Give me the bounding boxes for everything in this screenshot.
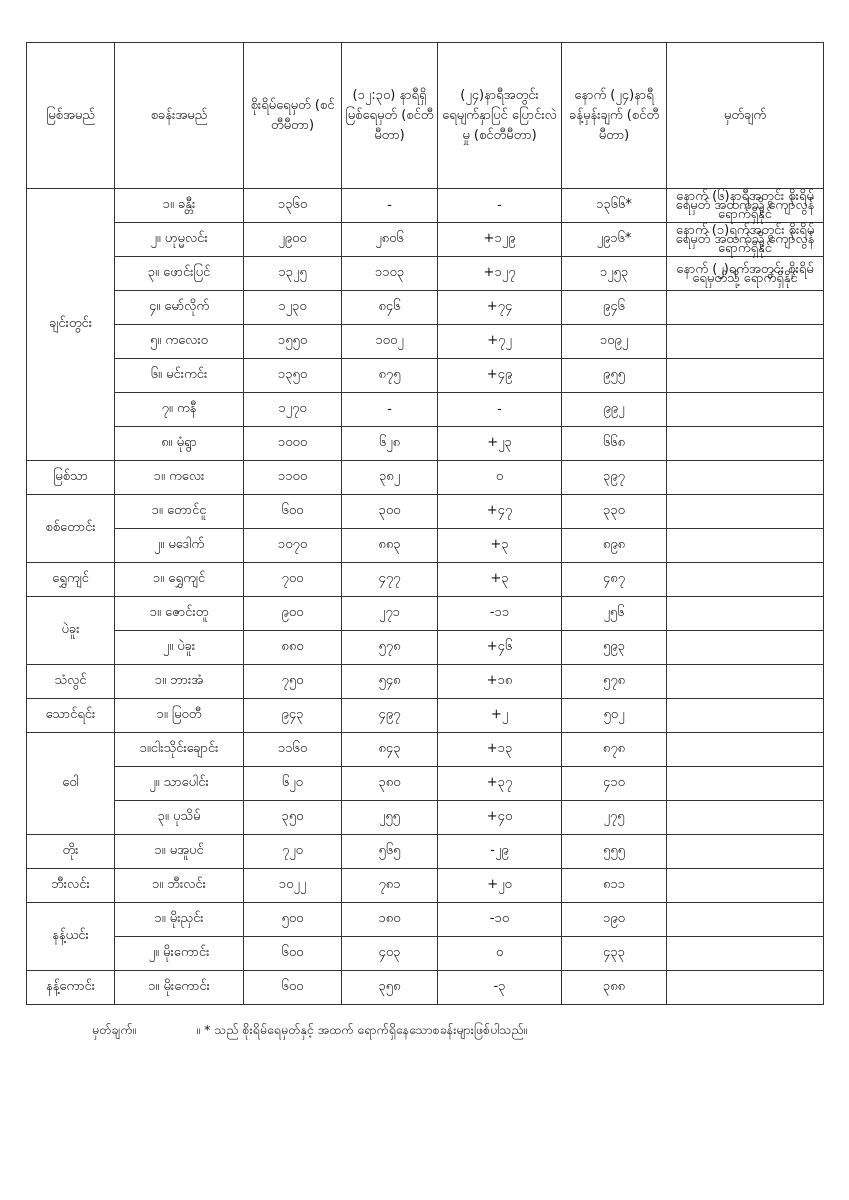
- level-change: +၄၇: [438, 495, 562, 529]
- remark: [667, 461, 824, 495]
- station-name: ၃။ ပုသိမ်: [115, 801, 244, 835]
- level-change: -၁၀: [438, 903, 562, 937]
- station-name: ၁။ ကလေး: [115, 461, 244, 495]
- station-name: ၁။ ရွှေကျင်: [115, 563, 244, 597]
- level-change: -၃: [438, 971, 562, 1005]
- level-change: +၃: [438, 529, 562, 563]
- remark: [667, 495, 824, 529]
- table-row: [27, 801, 824, 835]
- danger-level: ၁၀၇၀: [244, 529, 342, 563]
- remark: [667, 801, 824, 835]
- station-name: ၈။ မုံရွာ: [115, 427, 244, 461]
- footnote: [92, 1022, 527, 1041]
- current-level: ၁၁၀၃: [342, 257, 438, 291]
- remark: နောက် (၆)နာရီအတွင်း စိုးရိမ်ရေမှတ် အထက်သို့ ကျော်လွန်ရောက်ရှိနိုင်: [667, 189, 824, 223]
- station-name: ၁။ ဘီးလင်း: [115, 869, 244, 903]
- level-change: ၀: [438, 461, 562, 495]
- footnote-label: မှတ်ချက်။: [92, 1022, 137, 1037]
- current-level: ၃၈၀: [342, 767, 438, 801]
- station-name: ၂။ မိုးကောင်း: [115, 937, 244, 971]
- forecast-level: ၉၅၅: [562, 359, 667, 393]
- table-row: [27, 733, 824, 767]
- danger-level: ၁၅၅၀: [244, 325, 342, 359]
- footnote-text: ။ * သည် စိုးရိမ်ရေမှတ်နှင့် အထက် ရောက်ရှိနေသောစခန်းများဖြစ်ပါသည်။: [196, 1022, 528, 1037]
- level-change: +၂၃: [438, 427, 562, 461]
- forecast-level: ၃၉၇: [562, 461, 667, 495]
- table-row: [27, 835, 824, 869]
- forecast-level: ၂၉၁၆*: [562, 223, 667, 257]
- header-station: စခန်းအမည်: [115, 43, 244, 189]
- level-change: +၁၈: [438, 665, 562, 699]
- table-row: [27, 495, 824, 529]
- station-name: ၁။ မိုးကောင်း: [115, 971, 244, 1005]
- forecast-level: ၄၃၃: [562, 937, 667, 971]
- level-change: +၃၇: [438, 767, 562, 801]
- remark: [667, 393, 824, 427]
- remark: [667, 359, 824, 393]
- danger-level: ၁၃၆၀: [244, 189, 342, 223]
- danger-level: ၁၃၂၅: [244, 257, 342, 291]
- forecast-level: ၉၉၂: [562, 393, 667, 427]
- table-row: [27, 869, 824, 903]
- table-row: [27, 971, 824, 1005]
- forecast-level: ၉၄၆: [562, 291, 667, 325]
- remark: [667, 835, 824, 869]
- forecast-level: ၂၅၆: [562, 597, 667, 631]
- danger-level: ၆၀၀: [244, 971, 342, 1005]
- river-name: မြစ်သာ: [27, 461, 115, 495]
- table-row: [27, 665, 824, 699]
- station-name: ၃။ ဖောင်းပြင်: [115, 257, 244, 291]
- danger-level: ၇၂၀: [244, 835, 342, 869]
- danger-level: ၁၀၀၀: [244, 427, 342, 461]
- table-row: [27, 563, 824, 597]
- current-level: ၈၄၃: [342, 733, 438, 767]
- level-change: +၄၆: [438, 631, 562, 665]
- danger-level: ၁၀၂၂: [244, 869, 342, 903]
- remark: [667, 733, 824, 767]
- river-name: ပဲခူး: [27, 597, 115, 665]
- danger-level: ၁၂၇၀: [244, 393, 342, 427]
- level-change: +၁၃: [438, 733, 562, 767]
- river-name: နန့်ကောင်း: [27, 971, 115, 1005]
- forecast-level: ၆၆၈: [562, 427, 667, 461]
- river-name: ဝေါ: [27, 733, 115, 835]
- river-name: နန့်ယင်း: [27, 903, 115, 971]
- station-name: ၄။ မော်လိုက်: [115, 291, 244, 325]
- current-level: ၃၀၀: [342, 495, 438, 529]
- remark: နောက် (၁)ရက်အတွင်း စိုးရိမ်ရေမှတ် အထက်သို့ ကျော်လွန်ရောက်ရှိနိုင်: [667, 223, 824, 257]
- forecast-level: ၅၉၃: [562, 631, 667, 665]
- danger-level: ၅၀၀: [244, 903, 342, 937]
- river-name: ချင်းတွင်း: [27, 189, 115, 461]
- danger-level: ၇၅၀: [244, 665, 342, 699]
- station-name: ၁။ ဘားအံ: [115, 665, 244, 699]
- river-name: ဘီးလင်း: [27, 869, 115, 903]
- current-level: ၈၇၅: [342, 359, 438, 393]
- level-change: +၄၉: [438, 359, 562, 393]
- level-change: -: [438, 393, 562, 427]
- remark: [667, 291, 824, 325]
- level-change: +၂: [438, 699, 562, 733]
- danger-level: ၇၀၀: [244, 563, 342, 597]
- station-name: ၁။ တောင်ငူ: [115, 495, 244, 529]
- danger-level: ၈၈၀: [244, 631, 342, 665]
- header-remarks: မှတ်ချက်: [667, 43, 824, 189]
- level-change: +၄၀: [438, 801, 562, 835]
- river-name: သောင်ရင်း: [27, 699, 115, 733]
- header-row: [27, 43, 824, 189]
- station-name: ၁။ ဇောင်းတူ: [115, 597, 244, 631]
- remark: [667, 427, 824, 461]
- current-level: ၄၉၇: [342, 699, 438, 733]
- table-row: [27, 903, 824, 937]
- forecast-level: ၄၁၀: [562, 767, 667, 801]
- table-row: [27, 393, 824, 427]
- table-row: [27, 223, 824, 257]
- remark: နောက် (၂)ရက်အတွင်း စိုးရိမ်ရေမှတ်သို့ ရောက်ရှိနိုင်: [667, 257, 824, 291]
- forecast-level: ၈၁၁: [562, 869, 667, 903]
- level-change: +၇၄: [438, 291, 562, 325]
- remark: [667, 563, 824, 597]
- danger-level: ၆၀၀: [244, 495, 342, 529]
- danger-level: ၉၄၃: [244, 699, 342, 733]
- remark: [667, 699, 824, 733]
- station-name: ၁။ မအူပင်: [115, 835, 244, 869]
- level-change: -၁၁: [438, 597, 562, 631]
- current-level: ၅၄၈: [342, 665, 438, 699]
- danger-level: ၆၀၀: [244, 937, 342, 971]
- level-change: -၂၉: [438, 835, 562, 869]
- forecast-level: ၈၉၈: [562, 529, 667, 563]
- danger-level: ၉၀၀: [244, 597, 342, 631]
- remark: [667, 631, 824, 665]
- current-level: ၅၆၅: [342, 835, 438, 869]
- current-level: ၆၂၈: [342, 427, 438, 461]
- forecast-level: ၈၇၈: [562, 733, 667, 767]
- remark: [667, 971, 824, 1005]
- table-row: [27, 937, 824, 971]
- header-current-level: (၁၂:၃၀) နာရီရှိ မြစ်ရေမှတ် (စင်တီမီတာ): [342, 43, 438, 189]
- river-name: စစ်တောင်း: [27, 495, 115, 563]
- danger-level: ၁၃၅၀: [244, 359, 342, 393]
- river-name: တိုး: [27, 835, 115, 869]
- table-row: [27, 291, 824, 325]
- header-danger-level: စိုးရိမ်ရေမှတ် (စင်တီမီတာ): [244, 43, 342, 189]
- station-name: ၂။ ဟုမ္မလင်း: [115, 223, 244, 257]
- current-level: ၂၈၀၆: [342, 223, 438, 257]
- station-name: ၂။ မဒေါက်: [115, 529, 244, 563]
- remark: [667, 903, 824, 937]
- level-change: +၂၀: [438, 869, 562, 903]
- station-name: ၁။ မြဝတီ: [115, 699, 244, 733]
- remark: [667, 529, 824, 563]
- remark: [667, 665, 824, 699]
- table-row: [27, 257, 824, 291]
- station-name: ၂။ သာပေါင်း: [115, 767, 244, 801]
- danger-level: ၂၉၀၀: [244, 223, 342, 257]
- forecast-level: ၃၈၈: [562, 971, 667, 1005]
- forecast-level: ၂၇၅: [562, 801, 667, 835]
- table-body: [27, 189, 824, 1005]
- table-row: [27, 325, 824, 359]
- forecast-level: ၁၉၀: [562, 903, 667, 937]
- river-name: ရွှေကျင်: [27, 563, 115, 597]
- current-level: ၄၀၃: [342, 937, 438, 971]
- remark: [667, 597, 824, 631]
- danger-level: ၁၂၃၀: [244, 291, 342, 325]
- table-row: [27, 461, 824, 495]
- station-name: ၁။ ခန္တီး: [115, 189, 244, 223]
- current-level: ၂၅၅: [342, 801, 438, 835]
- remark: [667, 325, 824, 359]
- table-row: [27, 631, 824, 665]
- table-row: [27, 767, 824, 801]
- station-name: ၁။ငါးသိုင်းချောင်း: [115, 733, 244, 767]
- forecast-level: ၅၇၈: [562, 665, 667, 699]
- current-level: ၄၇၇: [342, 563, 438, 597]
- level-change: -: [438, 189, 562, 223]
- current-level: ၃၈၂: [342, 461, 438, 495]
- table-row: [27, 699, 824, 733]
- table-row: [27, 529, 824, 563]
- header-24h-forecast: နောက် (၂၄)နာရီ ခန့်မှန်းချက် (စင်တီမီတာ): [562, 43, 667, 189]
- remark: [667, 767, 824, 801]
- level-change: +၁၂၇: [438, 257, 562, 291]
- danger-level: ၃၅၀: [244, 801, 342, 835]
- table-row: [27, 597, 824, 631]
- water-level-table: [26, 42, 824, 1005]
- header-24h-change: (၂၄)နာရီအတွင်း ရေမျက်နှာပြင် ပြောင်းလဲမှု (စင်တီမီတာ): [438, 43, 562, 189]
- forecast-level: ၅၅၅: [562, 835, 667, 869]
- remark: [667, 869, 824, 903]
- current-level: ၁၀၀၂: [342, 325, 438, 359]
- current-level: ၁၈၀: [342, 903, 438, 937]
- level-change: +၃: [438, 563, 562, 597]
- forecast-level: ၃၃၀: [562, 495, 667, 529]
- station-name: ၁။ မိုးညှင်း: [115, 903, 244, 937]
- header-river: မြစ်အမည်: [27, 43, 115, 189]
- current-level: ၅၇၈: [342, 631, 438, 665]
- danger-level: ၁၁၆၀: [244, 733, 342, 767]
- forecast-level: ၁၀၉၂: [562, 325, 667, 359]
- table-row: [27, 427, 824, 461]
- level-change: +၁၂၉: [438, 223, 562, 257]
- current-level: ၇၈၁: [342, 869, 438, 903]
- remark: [667, 937, 824, 971]
- table-row: [27, 189, 824, 223]
- current-level: ၃၅၈: [342, 971, 438, 1005]
- station-name: ၇။ ကနီ: [115, 393, 244, 427]
- station-name: ၅။ ကလေးဝ: [115, 325, 244, 359]
- station-name: ၆။ မင်းကင်း: [115, 359, 244, 393]
- current-level: ၈၄၆: [342, 291, 438, 325]
- danger-level: ၆၂၀: [244, 767, 342, 801]
- level-change: +၇၂: [438, 325, 562, 359]
- station-name: ၂။ ပဲခူး: [115, 631, 244, 665]
- danger-level: ၁၁၀၀: [244, 461, 342, 495]
- forecast-level: ၅၀၂: [562, 699, 667, 733]
- forecast-level: ၄၈၇: [562, 563, 667, 597]
- river-name: သံလွင်: [27, 665, 115, 699]
- current-level: -: [342, 393, 438, 427]
- table-row: [27, 359, 824, 393]
- forecast-level: ၁၃၆၆*: [562, 189, 667, 223]
- level-change: ၀: [438, 937, 562, 971]
- current-level: ၂၇၁: [342, 597, 438, 631]
- current-level: ၈၈၃: [342, 529, 438, 563]
- current-level: -: [342, 189, 438, 223]
- forecast-level: ၁၂၅၃: [562, 257, 667, 291]
